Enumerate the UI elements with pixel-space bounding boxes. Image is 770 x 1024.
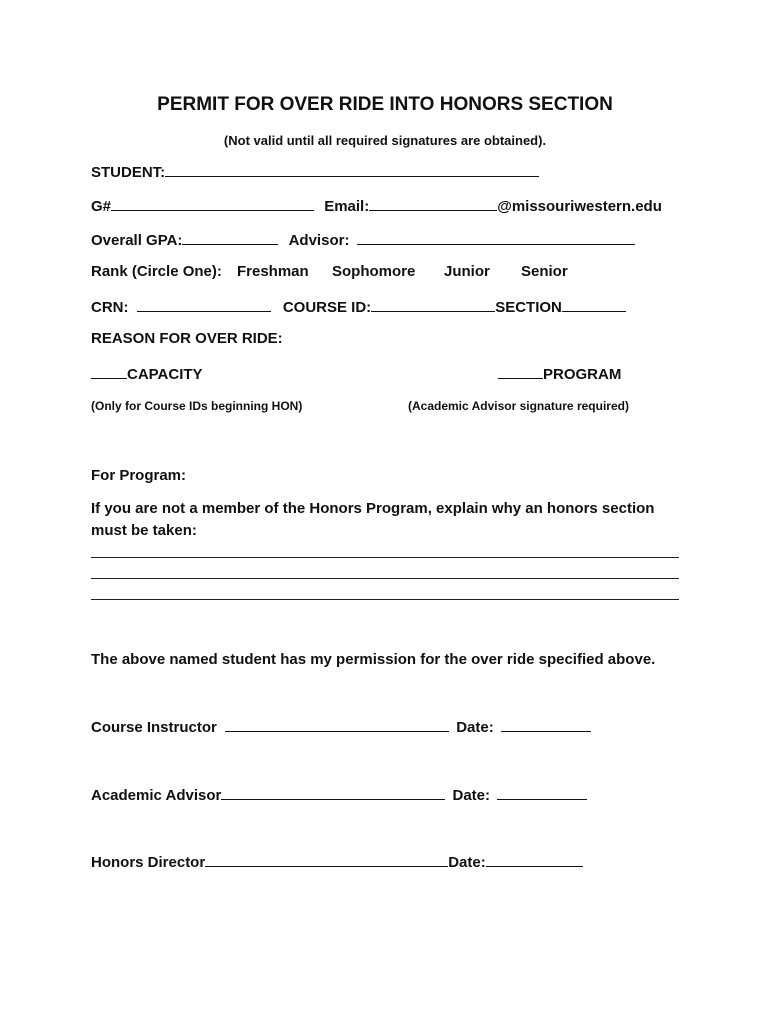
gpa-label: Overall GPA: xyxy=(91,232,183,249)
for-program-label: For Program: xyxy=(91,467,187,484)
permission-statement: The above named student has my permission for the over ride specified above. xyxy=(91,651,656,668)
crn-course-row xyxy=(91,297,626,317)
program-note: (Academic Advisor signature required) xyxy=(408,399,629,413)
director-date-label: Date: xyxy=(448,854,486,871)
instructor-signature-field[interactable] xyxy=(225,717,449,732)
course-id-label: COURSE ID: xyxy=(282,299,372,316)
capacity-row xyxy=(91,364,203,384)
instructor-date-label: Date: xyxy=(456,719,494,736)
director-signature-row xyxy=(91,852,583,872)
program-label: PROGRAM xyxy=(543,366,622,383)
explain-line-1: If you are not a member of the Honors Program, explain why an honors section xyxy=(91,500,655,517)
course-id-field[interactable] xyxy=(371,297,495,312)
email-label: Email: xyxy=(324,198,370,215)
program-check-field[interactable] xyxy=(498,364,543,379)
g-number-label: G# xyxy=(91,198,112,215)
email-domain: @missouriwestern.edu xyxy=(497,198,662,215)
instructor-signature-row xyxy=(91,717,591,737)
rank-option-sophomore[interactable]: Sophomore xyxy=(332,263,416,280)
student-name-field[interactable] xyxy=(165,162,539,177)
crn-label: CRN: xyxy=(91,299,129,316)
advisor-label: Advisor: xyxy=(288,232,350,249)
crn-field[interactable] xyxy=(137,297,271,312)
advisor-date-field[interactable] xyxy=(497,785,587,800)
director-signature-field[interactable] xyxy=(205,852,448,867)
director-date-field[interactable] xyxy=(486,852,583,867)
advisor-signature-field[interactable] xyxy=(221,785,445,800)
advisor-signature-row xyxy=(91,785,587,805)
rank-option-freshman[interactable]: Freshman xyxy=(237,263,309,280)
advisor-field[interactable] xyxy=(357,230,635,245)
instructor-date-field[interactable] xyxy=(501,717,591,732)
capacity-label: CAPACITY xyxy=(127,366,203,383)
reason-label: REASON FOR OVER RIDE: xyxy=(91,330,283,347)
program-row xyxy=(498,364,621,384)
advisor-date-label: Date: xyxy=(452,787,491,804)
form-subtitle: (Not valid until all required signatures are obtained). xyxy=(223,133,547,148)
capacity-note: (Only for Course IDs beginning HON) xyxy=(91,399,303,413)
student-row xyxy=(91,162,539,182)
explanation-line-2[interactable] xyxy=(91,578,679,579)
instructor-label: Course Instructor xyxy=(91,719,217,736)
rank-label: Rank (Circle One): xyxy=(91,263,222,280)
rank-option-junior[interactable]: Junior xyxy=(444,263,490,280)
advisor-signature-label: Academic Advisor xyxy=(91,787,222,804)
explanation-line-1[interactable] xyxy=(91,557,679,558)
email-field[interactable] xyxy=(369,196,497,211)
gpa-advisor-row xyxy=(91,230,635,250)
g-number-field[interactable] xyxy=(111,196,314,211)
rank-option-senior[interactable]: Senior xyxy=(521,263,568,280)
student-label: STUDENT: xyxy=(91,164,166,181)
section-field[interactable] xyxy=(562,297,626,312)
director-label: Honors Director xyxy=(91,854,206,871)
form-title: PERMIT FOR OVER RIDE INTO HONORS SECTION xyxy=(157,94,613,115)
g-email-row xyxy=(91,196,662,216)
capacity-check-field[interactable] xyxy=(91,364,127,379)
explanation-line-3[interactable] xyxy=(91,599,679,600)
gpa-field[interactable] xyxy=(182,230,278,245)
explain-line-2: must be taken: xyxy=(91,522,197,539)
section-label: SECTION xyxy=(495,299,562,316)
